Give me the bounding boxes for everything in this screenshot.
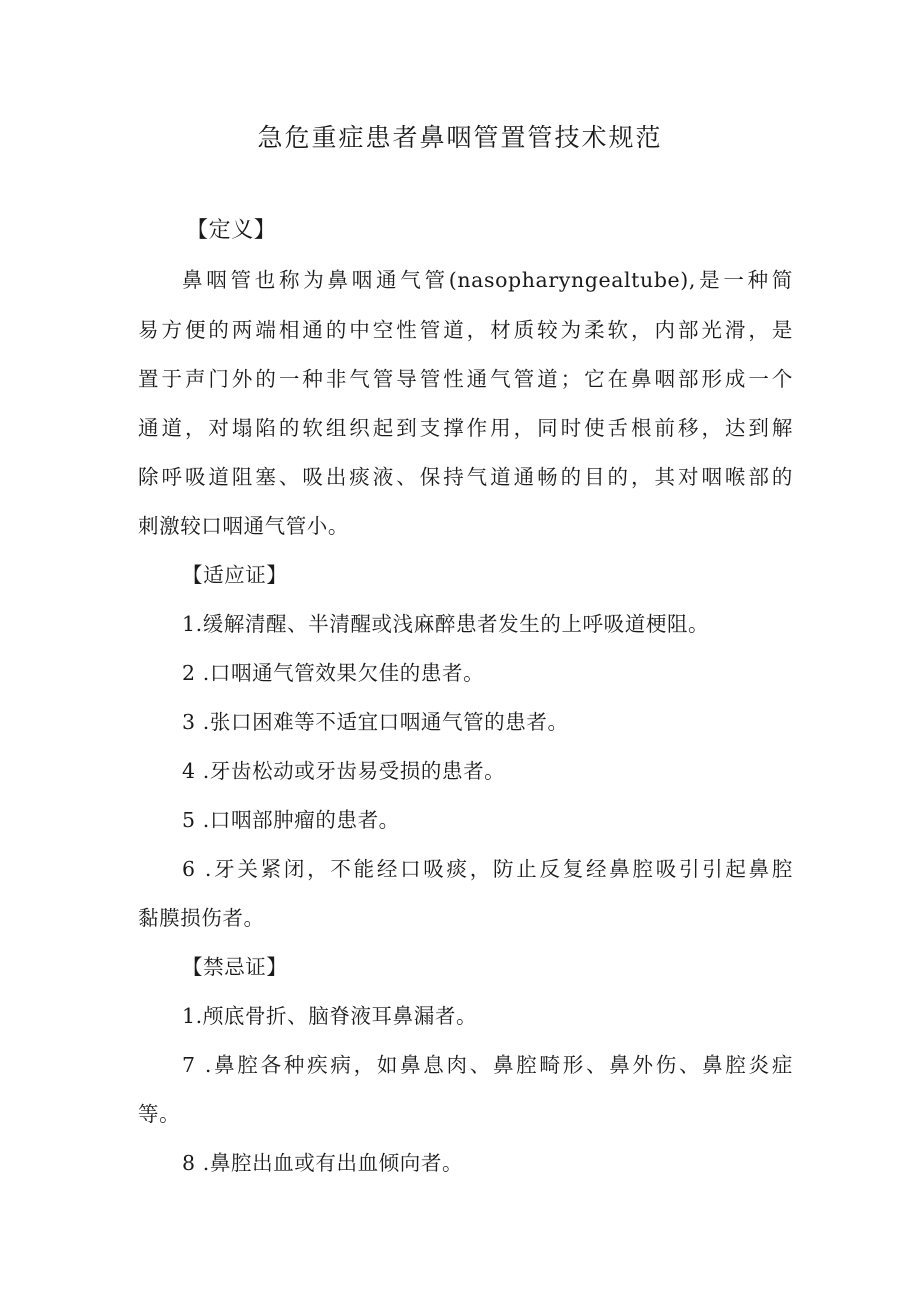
contraindication-item: 7 .鼻腔各种疾病，如鼻息肉、鼻腔畸形、鼻外伤、鼻腔炎症 — [182, 1053, 793, 1077]
definition-line: 除呼吸道阻塞、吸出痰液、保持气道通畅的目的，其对咽喉部的 — [138, 465, 793, 489]
definition-line: 刺激较口咽通气管小。 — [138, 514, 349, 538]
definition-line: 易方便的两端相通的中空性管道，材质较为柔软，内部光滑，是 — [138, 318, 793, 342]
indication-item: 5 .口咽部肿瘤的患者。 — [182, 808, 400, 832]
contraindications-heading: 【禁忌证】 — [182, 955, 288, 979]
indication-item: 4 .牙齿松动或牙齿易受损的患者。 — [182, 759, 506, 783]
indications-heading: 【适应证】 — [182, 563, 288, 587]
definition-heading: 【定义】 — [186, 218, 277, 243]
definition-line: 鼻咽管也称为鼻咽通气管(nasopharyngealtube),是一种简 — [182, 268, 793, 292]
indication-item: 3 .张口困难等不适宜口咽通气管的患者。 — [182, 710, 569, 734]
contraindication-item: 1.颅底骨折、脑脊液耳鼻漏者。 — [182, 1004, 478, 1028]
definition-line: 置于声门外的一种非气管导管性通气管道；它在鼻咽部形成一个 — [138, 367, 793, 391]
indication-item: 2 .口咽通气管效果欠佳的患者。 — [182, 661, 485, 685]
indication-item: 6 .牙关紧闭，不能经口吸痰，防止反复经鼻腔吸引引起鼻腔 — [182, 857, 793, 881]
document-title: 急危重症患者鼻咽管置管技术规范 — [257, 123, 663, 152]
definition-line: 通道，对塌陷的软组织起到支撑作用，同时使舌根前移，达到解 — [138, 416, 793, 440]
contraindication-item: 等。 — [138, 1102, 181, 1126]
contraindication-item: 8 .鼻腔出血或有出血倾向者。 — [182, 1151, 464, 1175]
indication-item: 黏膜损伤者。 — [138, 906, 265, 930]
indication-item: 1.缓解清醒、半清醒或浅麻醉患者发生的上呼吸道梗阻。 — [182, 612, 710, 636]
